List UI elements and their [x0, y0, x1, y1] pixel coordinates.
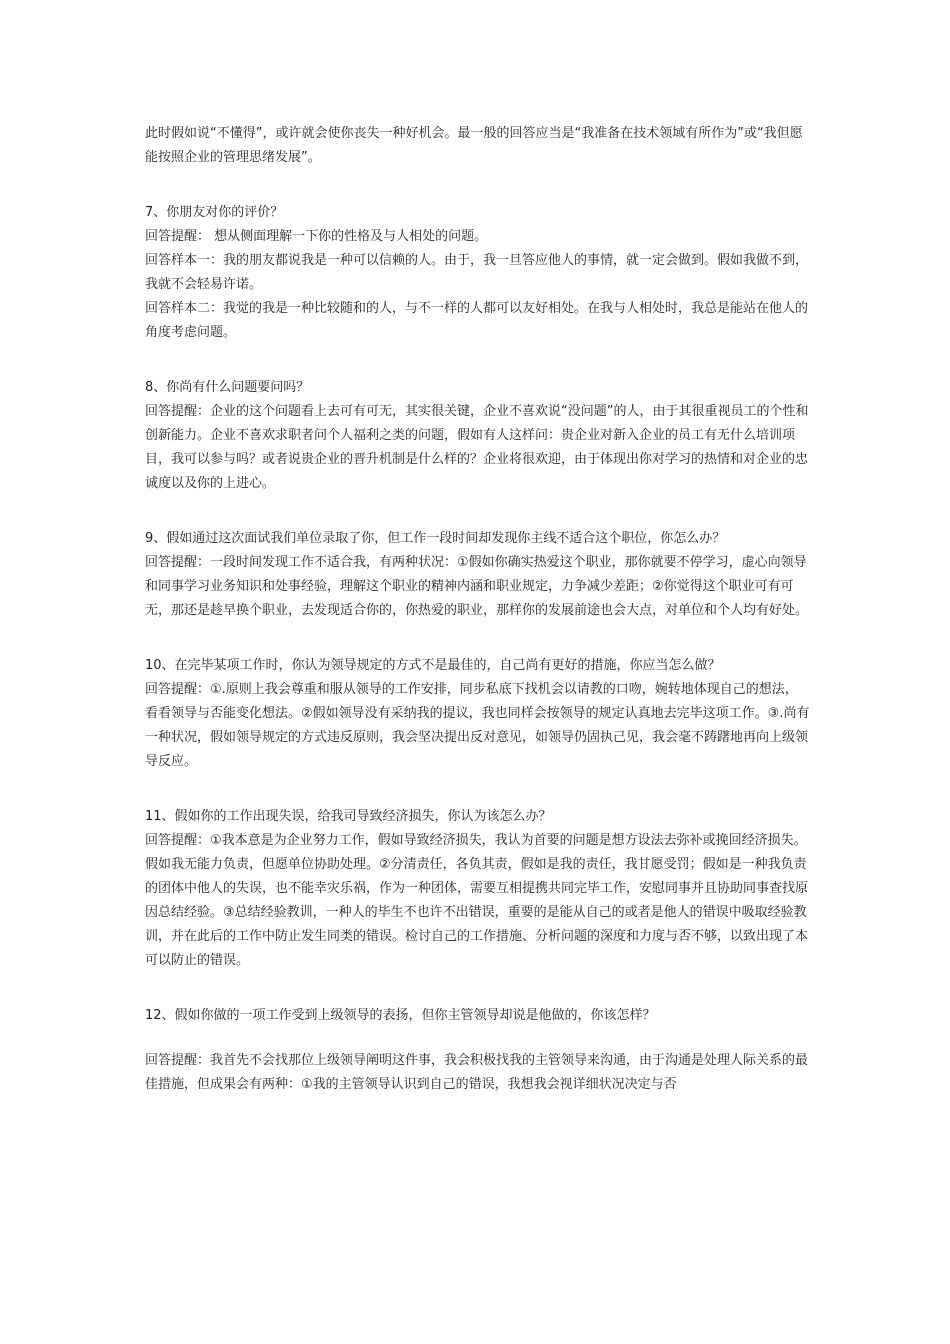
question-7: 7、你朋友对你的评价？: [145, 205, 284, 220]
question-8: 8、你尚有什么问题要问吗？: [145, 380, 310, 395]
answer-hint-10: 回答提醒：①.原则上我会尊重和服从领导的工作安排，同步私底下找机会以请教的口吻，婉转地体现自己的想法，看看领导与否能变化想法。②假如领导没有采纳我的提议，我也同样会按领导的规定认真地去完毕这项工作。③.尚有一种状况，假如领导规定的方式违反原则，我会坚决提出反对意见，如领导仍固执己见，我会毫不踌躇地再向上级领导反应。: [145, 682, 810, 769]
question-9: 9、假如通过这次面试我们单位录取了你，但工作一段时间却发现你主线不适合这个职位，你怎么办？: [145, 531, 726, 546]
answer-sample-2: 回答样本二：我觉的我是一种比较随和的人，与不一样的人都可以友好相处。在我与人相处时，我总是能站在他人的角度考虑问题。: [145, 301, 809, 340]
answer-sample-1: 回答样本一：我的朋友都说我是一种可以信赖的人。由于，我一旦答应他人的事情，就一定会做到。假如我做不到，我就不会轻易许诺。: [145, 253, 809, 292]
section-7: [145, 201, 810, 345]
section-11: [145, 805, 810, 973]
document-body: [145, 122, 810, 1097]
answer-hint-8: 回答提醒：企业的这个问题看上去可有可无，其实很关键，企业不喜欢说“没问题”的人，由于其很重视员工的个性和创新能力。企业不喜欢求职者问个人福利之类的问题，假如有人这样问：贵企业对新入企业的员工有无什么培训项目，我可以参与吗？或者说贵企业的晋升机制是什么样的？企业将很欢迎，由于体现出你对学习的热情和对企业的忠诚度以及你的上进心。: [145, 404, 809, 491]
answer-hint-12: 回答提醒：我首先不会找那位上级领导阐明这件事，我会积极找我的主管领导来沟通，由于沟通是处理人际关系的最佳措施，但成果会有两种：①我的主管领导认识到自己的错误，我想我会视详细状况决定与否: [145, 1053, 809, 1092]
question-11: 11、假如你的工作出现失误，给我司导致经济损失，你认为该怎么办？: [145, 809, 552, 824]
answer-hint-7: 回答提醒： 想从侧面理解一下你的性格及与人相处的问题。: [145, 229, 488, 244]
answer-hint-11: 回答提醒：①我本意是为企业努力工作，假如导致经济损失，我认为首要的问题是想方设法去弥补或挽回经济损失。假如我无能力负责，但愿单位协助处理。②分清责任，各负其责，假如是我的责任，我甘愿受罚；假如是一种我负责的团体中他人的失误，也不能幸灾乐祸，作为一种团体，需要互相提携共同完毕工作，安慰同事并且协助同事查找原因总结经验。③总结经验教训，一种人的毕生不也许不出错误，重要的是能从自己的或者是他人的错误中吸取经验教训，并在此后的工作中防止发生同类的错误。检讨自己的工作措施、分析问题的深度和力度与否不够，以致出现了本可以防止的错误。: [145, 833, 809, 968]
question-12: 12、假如你做的一项工作受到上级领导的表扬，但你主管领导却说是他做的，你该怎样？: [145, 1008, 656, 1023]
section-12: [145, 1004, 810, 1097]
answer-hint-9: 回答提醒：一段时间发现工作不适合我，有两种状况：①假如你确实热爱这个职业，那你就要不停学习，虚心向领导和同事学习业务知识和处事经验，理解这个职业的精神内涵和职业规定，力争减少差距；②你觉得这个职业可有可无，那还是趁早换个职业，去发现适合你的，你热爱的职业，那样你的发展前途也会大点，对单位和个人均有好处。: [145, 555, 809, 618]
intro-paragraph: 此时假如说“不懂得”，或许就会使你丧失一种好机会。最一般的回答应当是“我准备在技术领域有所作为”或“我但愿能按照企业的管理思绪发展”。: [145, 126, 803, 165]
section-9: [145, 527, 810, 623]
section-8: [145, 376, 810, 496]
question-10: 10、在完毕某项工作时，你认为领导规定的方式不是最佳的，自己尚有更好的措施，你应当怎么做？: [145, 658, 721, 673]
section-10: [145, 654, 810, 774]
